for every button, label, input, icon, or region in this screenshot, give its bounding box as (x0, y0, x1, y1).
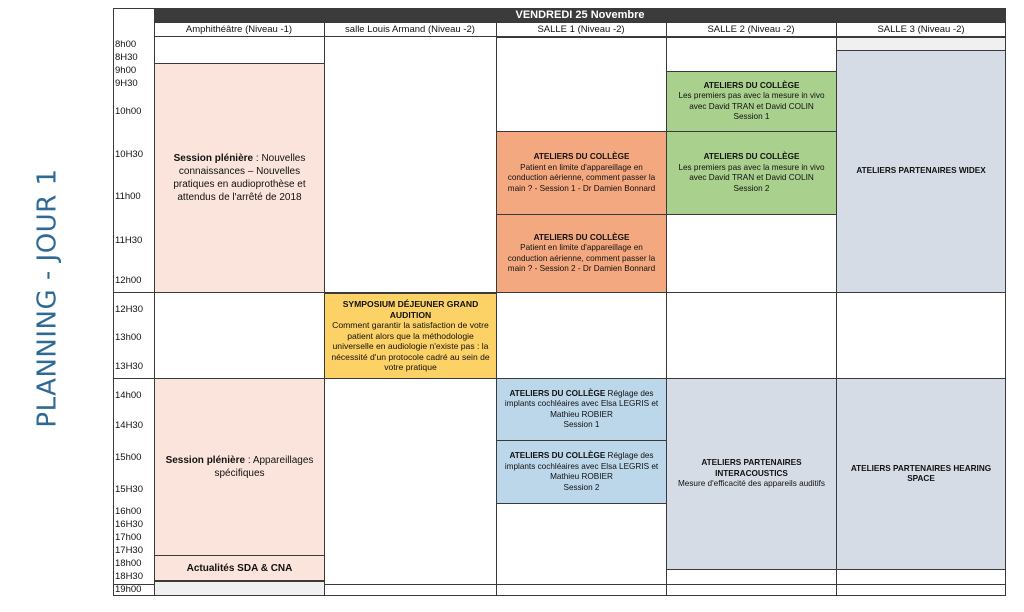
time-label: 12h00 (115, 275, 142, 286)
time-label: 10h00 (115, 106, 142, 117)
room-salle-3: SALLE 3 (Niveau -2) (877, 24, 965, 35)
event-salle1-implants-1 (496, 378, 667, 441)
event-amphi-pleniere-1 (154, 63, 325, 293)
event-amphi-actualites (154, 555, 325, 581)
event-title: ATELIERS DU COLLÈGE (509, 388, 606, 398)
time-label: 18H30 (115, 571, 143, 582)
grey-cell (836, 37, 1006, 51)
event-salle2-mesure-1 (666, 71, 837, 132)
time-label: 8H30 (115, 52, 138, 63)
event-title: ATELIERS PARTENAIRES INTERACOUSTICS (701, 458, 802, 478)
event-session: Session 2 (563, 482, 600, 492)
time-label: 9h00 (115, 65, 137, 76)
event-session: Session 1 (733, 112, 770, 121)
event-session: Session 1 (563, 420, 600, 429)
event-title: ATELIERS DU COLLÈGE (533, 232, 630, 242)
event-title: SYMPOSIUM DÉJEUNER GRAND AUDITION (342, 299, 479, 320)
event-salle1-conduction-2 (496, 214, 667, 293)
event-title: ATELIERS DU COLLÈGE (533, 152, 630, 161)
room-louis-armand: salle Louis Armand (Niveau -2) (345, 24, 475, 35)
event-title: Session plénière (165, 455, 246, 466)
event-title: Session plénière (173, 153, 254, 164)
event-session: Session 2 (733, 183, 770, 193)
time-label: 16H30 (115, 519, 143, 530)
time-label: 11h00 (115, 191, 141, 202)
event-text: Mesure d'efficacité des appareils auditifs (677, 479, 826, 489)
empty-cell (496, 37, 667, 132)
event-text: Patient en limite d'appareillage en conduction aérienne, comment passer la main ? - Session 1 - Dr Damien Bonnard (507, 162, 656, 193)
empty-cell (666, 37, 837, 72)
event-text: Les premiers pas avec la mesure in vivo avec David TRAN et David COLIN (678, 91, 825, 111)
time-label: 11H30 (115, 235, 143, 246)
event-salle1-conduction-1 (496, 131, 667, 215)
time-label: 15H30 (115, 484, 143, 495)
time-label: 14H30 (115, 420, 143, 431)
time-label: 17h00 (115, 532, 142, 543)
event-title: ATELIERS DU COLLÈGE (703, 80, 800, 90)
event-title: ATELIERS PARTENAIRES WIDEX (856, 166, 986, 176)
event-text: Les premiers pas avec la mesure in vivo avec David TRAN et David COLIN (678, 162, 825, 182)
time-label: 13h00 (115, 332, 142, 343)
event-salle2-interacoustics (666, 378, 837, 570)
room-salle-2: SALLE 2 (Niveau -2) (707, 24, 795, 35)
event-amphi-pleniere-2 (154, 378, 325, 556)
event-title: ATELIERS DU COLLÈGE (509, 451, 606, 460)
time-label: 10H30 (115, 149, 143, 160)
event-text: : Appareillages spécifiques (214, 455, 314, 479)
time-label: 13H30 (115, 361, 143, 372)
date-header: VENDREDI 25 Novembre (154, 8, 1006, 22)
room-salle-1: SALLE 1 (Niveau -2) (537, 24, 625, 35)
time-label: 19h00 (115, 584, 142, 595)
grey-cell (154, 581, 325, 596)
time-label: 16h00 (115, 506, 142, 517)
time-label: 12H30 (115, 304, 143, 315)
event-title: Actualités SDA & CNA (186, 562, 293, 574)
time-label: 18h00 (115, 558, 142, 569)
time-label: 17H30 (115, 545, 143, 556)
page-title: PLANNING - JOUR 1 (33, 168, 63, 428)
room-amphi: Amphithéâtre (Niveau -1) (185, 24, 293, 35)
event-louis-symposium (324, 293, 497, 379)
event-title: ATELIERS PARTENAIRES HEARING SPACE (850, 463, 992, 483)
schedule-grid (113, 8, 1006, 596)
event-salle3-hearing-space (836, 378, 1006, 570)
time-label: 9H30 (115, 78, 138, 89)
page-title-container (28, 118, 68, 478)
time-label: 8h00 (115, 39, 137, 50)
event-text: Réglage des implants cochléaires avec Elsa LEGRIS et Mathieu ROBIER (504, 451, 659, 481)
event-salle1-implants-2 (496, 440, 667, 504)
event-text: Réglage des implants cochléaires avec Elsa LEGRIS et Mathieu ROBIER (504, 388, 659, 419)
event-salle3-widex (836, 50, 1006, 293)
event-text: : Nouvelles connaissances – Nouvelles pratiques en audioprothèse et attendus de l'arrêté de 2018 (173, 153, 306, 203)
event-salle2-mesure-2 (666, 131, 837, 215)
event-title: ATELIERS DU COLLÈGE (703, 152, 800, 161)
time-label: 15h00 (115, 452, 142, 463)
event-text: Patient en limite d'appareillage en conduction aérienne, comment passer la main ? - Session 2 - Dr Damien Bonnard (507, 243, 656, 273)
event-text: Comment garantir la satisfaction de votre patient alors que la méthodologie universelle en audiologie n'existe pas : la nécessité d'un protocole cadré au sein de votre pratique (331, 320, 490, 373)
time-label: 14h00 (115, 390, 142, 401)
